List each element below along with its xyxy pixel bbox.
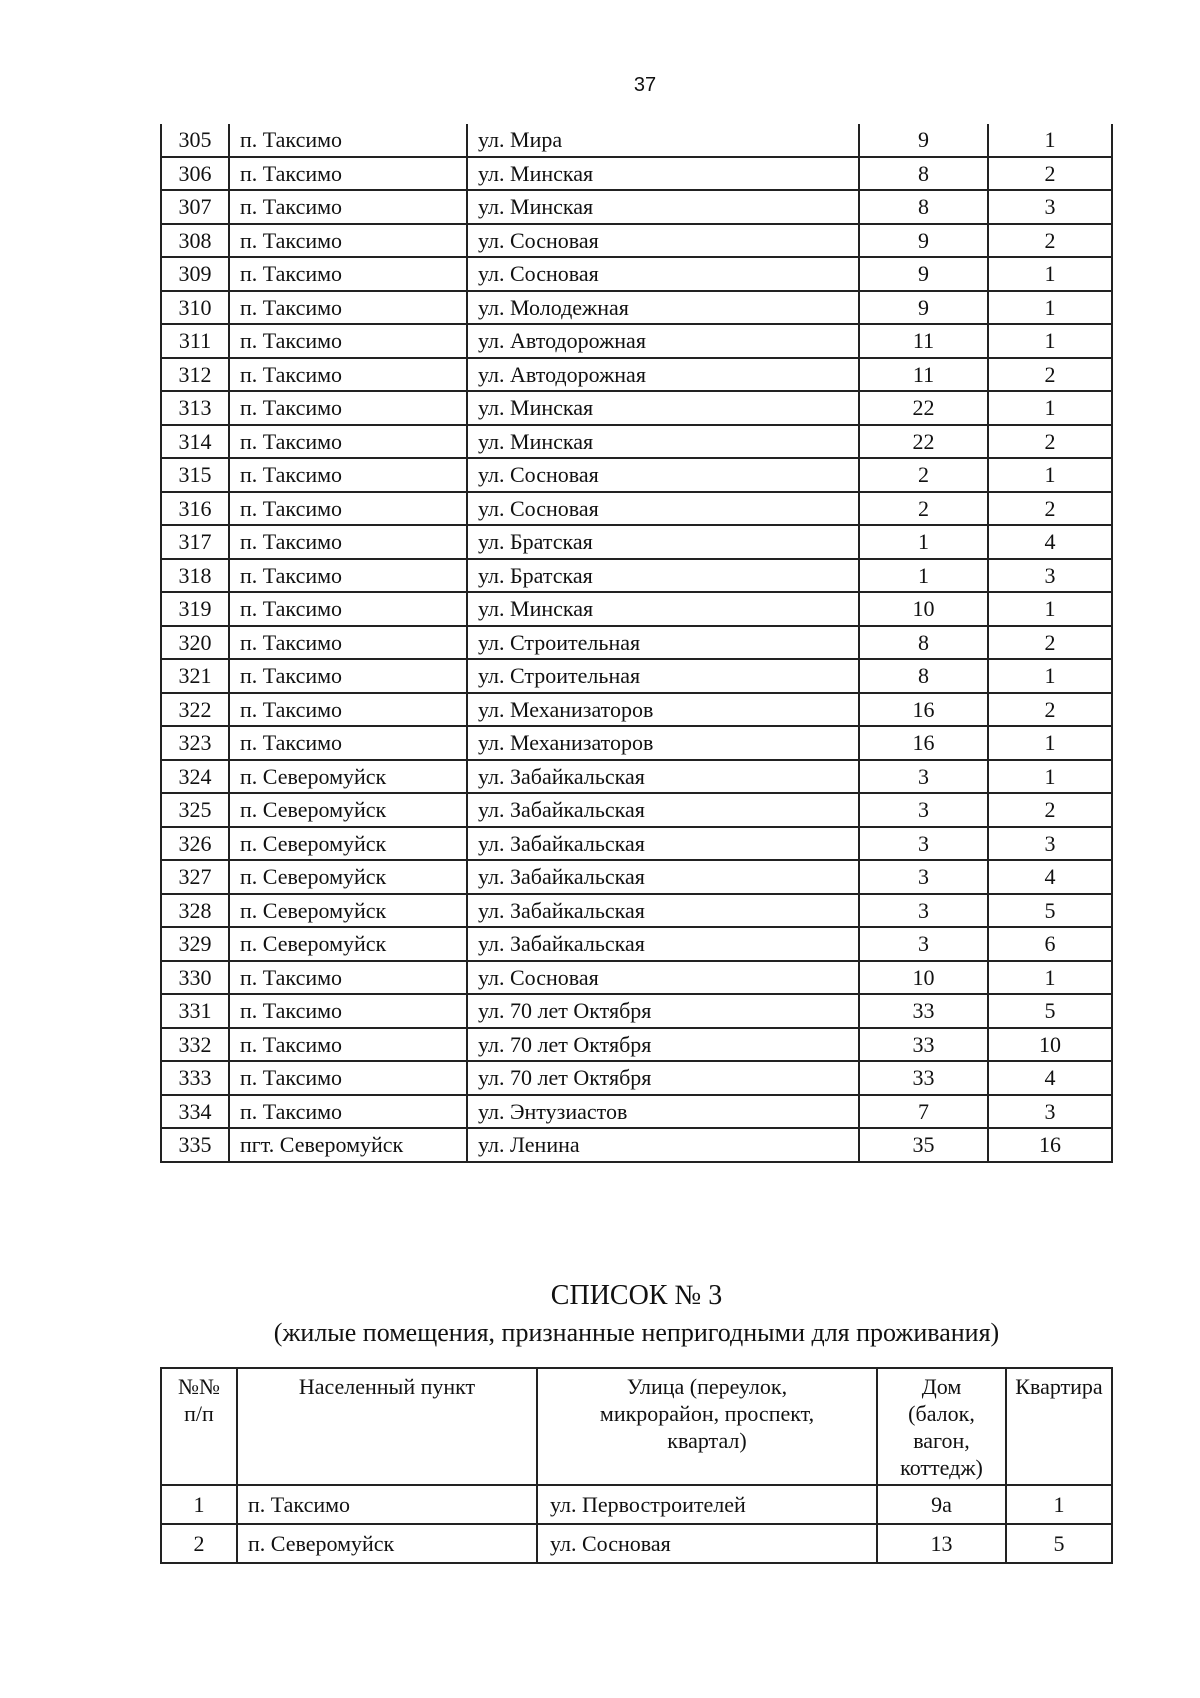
cell-house: 33 — [859, 1061, 988, 1095]
cell-num: 309 — [161, 257, 229, 291]
cell-house: 3 — [859, 760, 988, 794]
cell-num: 333 — [161, 1061, 229, 1095]
header-line: Дом — [921, 1374, 962, 1399]
cell-num: 305 — [161, 124, 229, 157]
cell-street: ул. Минская — [467, 425, 859, 459]
cell-house: 8 — [859, 190, 988, 224]
cell-apartment: 2 — [988, 492, 1112, 526]
cell-apartment: 2 — [988, 425, 1112, 459]
cell-apartment: 2 — [988, 358, 1112, 392]
header-line: квартал) — [667, 1428, 747, 1453]
table-row — [161, 659, 1112, 693]
table-row — [161, 894, 1112, 928]
table-row — [161, 592, 1112, 626]
table-row — [161, 525, 1112, 559]
cell-house: 9 — [859, 291, 988, 325]
table-row — [161, 124, 1112, 157]
cell-apartment: 2 — [988, 693, 1112, 727]
cell-num: 2 — [161, 1524, 237, 1563]
cell-locality: п. Таксимо — [229, 492, 467, 526]
cell-apartment: 1 — [988, 291, 1112, 325]
cell-house: 35 — [859, 1128, 988, 1162]
cell-house: 22 — [859, 425, 988, 459]
cell-num: 307 — [161, 190, 229, 224]
list3-table — [160, 1367, 1113, 1564]
cell-house: 22 — [859, 391, 988, 425]
cell-apartment: 1 — [988, 760, 1112, 794]
cell-locality: п. Северомуйск — [229, 894, 467, 928]
cell-num: 306 — [161, 157, 229, 191]
table-row — [161, 860, 1112, 894]
cell-apartment: 2 — [988, 626, 1112, 660]
cell-street: ул. Забайкальская — [467, 827, 859, 861]
cell-apartment: 5 — [1006, 1524, 1112, 1563]
cell-apartment: 1 — [988, 726, 1112, 760]
cell-street: ул. Забайкальская — [467, 894, 859, 928]
cell-street: ул. Строительная — [467, 626, 859, 660]
cell-street: ул. 70 лет Октября — [467, 994, 859, 1028]
header-street — [537, 1368, 877, 1485]
cell-apartment: 1 — [1006, 1485, 1112, 1524]
cell-street: ул. Первостроителей — [537, 1485, 877, 1524]
table-row — [161, 559, 1112, 593]
table-row — [161, 425, 1112, 459]
cell-house: 8 — [859, 157, 988, 191]
cell-apartment: 1 — [988, 659, 1112, 693]
cell-street: ул. Минская — [467, 391, 859, 425]
cell-num: 313 — [161, 391, 229, 425]
cell-street: ул. Забайкальская — [467, 760, 859, 794]
table-row — [161, 458, 1112, 492]
cell-apartment: 4 — [988, 860, 1112, 894]
cell-house: 8 — [859, 626, 988, 660]
table-row — [161, 793, 1112, 827]
cell-house: 13 — [877, 1524, 1006, 1563]
cell-apartment: 1 — [988, 124, 1112, 157]
cell-locality: п. Таксимо — [229, 1095, 467, 1129]
cell-locality: п. Северомуйск — [229, 793, 467, 827]
cell-locality: п. Таксимо — [229, 324, 467, 358]
cell-street: ул. Механизаторов — [467, 726, 859, 760]
header-line: Улица (переулок, — [626, 1374, 788, 1399]
cell-num: 325 — [161, 793, 229, 827]
cell-apartment: 1 — [988, 391, 1112, 425]
cell-locality: п. Таксимо — [237, 1485, 537, 1524]
cell-locality: п. Северомуйск — [229, 860, 467, 894]
cell-locality: п. Северомуйск — [237, 1524, 537, 1563]
cell-house: 16 — [859, 693, 988, 727]
table-row — [161, 1485, 1112, 1524]
cell-apartment: 3 — [988, 1095, 1112, 1129]
cell-street: ул. Строительная — [467, 659, 859, 693]
cell-locality: п. Таксимо — [229, 224, 467, 258]
header-line: коттедж) — [900, 1455, 983, 1480]
cell-locality: п. Таксимо — [229, 626, 467, 660]
cell-street: ул. Сосновая — [537, 1524, 877, 1563]
table-row — [161, 492, 1112, 526]
cell-locality: п. Северомуйск — [229, 760, 467, 794]
cell-house: 33 — [859, 1028, 988, 1062]
cell-num: 331 — [161, 994, 229, 1028]
cell-locality: п. Таксимо — [229, 961, 467, 995]
cell-street: ул. Сосновая — [467, 492, 859, 526]
cell-locality: п. Таксимо — [229, 391, 467, 425]
cell-num: 322 — [161, 693, 229, 727]
cell-locality: п. Таксимо — [229, 1061, 467, 1095]
cell-street: ул. Минская — [467, 592, 859, 626]
cell-apartment: 1 — [988, 458, 1112, 492]
header-house — [877, 1368, 1006, 1485]
housing-table-continued — [160, 124, 1113, 1163]
table-row — [161, 1095, 1112, 1129]
table-row — [161, 324, 1112, 358]
cell-apartment: 4 — [988, 525, 1112, 559]
cell-num: 328 — [161, 894, 229, 928]
cell-street: ул. Братская — [467, 559, 859, 593]
cell-street: ул. Механизаторов — [467, 693, 859, 727]
cell-num: 334 — [161, 1095, 229, 1129]
list-subtitle: (жилые помещения, признанные непригодными для проживания) — [273, 1318, 1000, 1347]
table-row — [161, 961, 1112, 995]
cell-num: 319 — [161, 592, 229, 626]
cell-locality: п. Таксимо — [229, 726, 467, 760]
cell-house: 3 — [859, 860, 988, 894]
page-number: 37 — [633, 74, 657, 96]
housing-table-body — [161, 124, 1112, 1162]
cell-num: 308 — [161, 224, 229, 258]
cell-num: 323 — [161, 726, 229, 760]
cell-num: 320 — [161, 626, 229, 660]
table-row — [161, 391, 1112, 425]
table-row — [161, 927, 1112, 961]
cell-locality: п. Таксимо — [229, 592, 467, 626]
cell-street: ул. Энтузиастов — [467, 1095, 859, 1129]
table-row — [161, 994, 1112, 1028]
cell-apartment: 1 — [988, 961, 1112, 995]
header-row — [161, 1368, 1112, 1485]
cell-num: 335 — [161, 1128, 229, 1162]
header-apartment — [1006, 1368, 1112, 1485]
cell-apartment: 2 — [988, 793, 1112, 827]
header-num — [161, 1368, 237, 1485]
cell-street: ул. Братская — [467, 525, 859, 559]
cell-num: 332 — [161, 1028, 229, 1062]
cell-apartment: 1 — [988, 257, 1112, 291]
cell-street: ул. 70 лет Октября — [467, 1061, 859, 1095]
cell-num: 316 — [161, 492, 229, 526]
table-row — [161, 157, 1112, 191]
table-row — [161, 257, 1112, 291]
table-row — [161, 693, 1112, 727]
cell-apartment: 2 — [988, 157, 1112, 191]
cell-locality: п. Таксимо — [229, 693, 467, 727]
cell-house: 1 — [859, 525, 988, 559]
cell-locality: п. Таксимо — [229, 458, 467, 492]
cell-house: 10 — [859, 592, 988, 626]
cell-apartment: 4 — [988, 1061, 1112, 1095]
cell-house: 1 — [859, 559, 988, 593]
cell-num: 318 — [161, 559, 229, 593]
cell-locality: п. Таксимо — [229, 1028, 467, 1062]
cell-street: ул. Сосновая — [467, 458, 859, 492]
cell-house: 3 — [859, 793, 988, 827]
table-row — [161, 190, 1112, 224]
header-line: Квартира — [1015, 1374, 1103, 1399]
cell-house: 9 — [859, 224, 988, 258]
cell-num: 310 — [161, 291, 229, 325]
cell-house: 7 — [859, 1095, 988, 1129]
cell-apartment: 5 — [988, 894, 1112, 928]
header-line: Населенный пункт — [298, 1374, 476, 1399]
table-row — [161, 358, 1112, 392]
cell-num: 1 — [161, 1485, 237, 1524]
list3-table-body — [161, 1485, 1112, 1563]
list3-table-header — [161, 1368, 1112, 1485]
cell-num: 329 — [161, 927, 229, 961]
cell-locality: п. Таксимо — [229, 157, 467, 191]
cell-num: 317 — [161, 525, 229, 559]
cell-street: ул. Сосновая — [467, 257, 859, 291]
cell-street: ул. Забайкальская — [467, 927, 859, 961]
table-row — [161, 726, 1112, 760]
cell-locality: п. Северомуйск — [229, 927, 467, 961]
header-line: (балок, — [908, 1401, 975, 1426]
cell-street: ул. Автодорожная — [467, 324, 859, 358]
table-row — [161, 1524, 1112, 1563]
cell-num: 327 — [161, 860, 229, 894]
cell-apartment: 3 — [988, 190, 1112, 224]
table-row — [161, 827, 1112, 861]
cell-house: 33 — [859, 994, 988, 1028]
cell-street: ул. Молодежная — [467, 291, 859, 325]
cell-street: ул. Сосновая — [467, 961, 859, 995]
header-line: п/п — [184, 1401, 214, 1426]
header-line: микрорайон, проспект, — [599, 1401, 815, 1426]
cell-num: 330 — [161, 961, 229, 995]
cell-apartment: 1 — [988, 324, 1112, 358]
cell-house: 3 — [859, 927, 988, 961]
cell-house: 3 — [859, 827, 988, 861]
header-line: №№ — [178, 1374, 220, 1399]
cell-street: ул. Ленина — [467, 1128, 859, 1162]
table-row — [161, 1061, 1112, 1095]
cell-house: 11 — [859, 358, 988, 392]
cell-apartment: 3 — [988, 559, 1112, 593]
cell-locality: п. Таксимо — [229, 525, 467, 559]
header-line: вагон, — [913, 1428, 970, 1453]
header-locality — [237, 1368, 537, 1485]
cell-locality: п. Таксимо — [229, 994, 467, 1028]
cell-locality: п. Таксимо — [229, 425, 467, 459]
cell-locality: пгт. Северомуйск — [229, 1128, 467, 1162]
cell-street: ул. Мира — [467, 124, 859, 157]
cell-street: ул. 70 лет Октября — [467, 1028, 859, 1062]
cell-apartment: 16 — [988, 1128, 1112, 1162]
table-row — [161, 626, 1112, 660]
cell-street: ул. Сосновая — [467, 224, 859, 258]
cell-street: ул. Минская — [467, 157, 859, 191]
table-row — [161, 1028, 1112, 1062]
cell-num: 311 — [161, 324, 229, 358]
cell-locality: п. Таксимо — [229, 358, 467, 392]
cell-apartment: 1 — [988, 592, 1112, 626]
cell-house: 9 — [859, 124, 988, 157]
cell-apartment: 3 — [988, 827, 1112, 861]
cell-street: ул. Автодорожная — [467, 358, 859, 392]
cell-house: 16 — [859, 726, 988, 760]
cell-num: 312 — [161, 358, 229, 392]
cell-locality: п. Таксимо — [229, 291, 467, 325]
cell-house: 2 — [859, 492, 988, 526]
cell-house: 10 — [859, 961, 988, 995]
cell-house: 9 — [859, 257, 988, 291]
table-row — [161, 1128, 1112, 1162]
cell-apartment: 10 — [988, 1028, 1112, 1062]
cell-num: 315 — [161, 458, 229, 492]
cell-locality: п. Таксимо — [229, 659, 467, 693]
cell-apartment: 2 — [988, 224, 1112, 258]
cell-house: 8 — [859, 659, 988, 693]
cell-locality: п. Таксимо — [229, 559, 467, 593]
cell-num: 321 — [161, 659, 229, 693]
cell-num: 324 — [161, 760, 229, 794]
cell-num: 326 — [161, 827, 229, 861]
cell-house: 11 — [859, 324, 988, 358]
cell-num: 314 — [161, 425, 229, 459]
cell-locality: п. Таксимо — [229, 257, 467, 291]
cell-house: 2 — [859, 458, 988, 492]
cell-locality: п. Северомуйск — [229, 827, 467, 861]
cell-house: 3 — [859, 894, 988, 928]
cell-street: ул. Забайкальская — [467, 860, 859, 894]
list-title: СПИСОК № 3 — [550, 1280, 723, 1311]
cell-street: ул. Забайкальская — [467, 793, 859, 827]
cell-street: ул. Минская — [467, 190, 859, 224]
cell-locality: п. Таксимо — [229, 190, 467, 224]
cell-house: 9а — [877, 1485, 1006, 1524]
cell-apartment: 6 — [988, 927, 1112, 961]
cell-apartment: 5 — [988, 994, 1112, 1028]
table-row — [161, 760, 1112, 794]
table-row — [161, 224, 1112, 258]
cell-locality: п. Таксимо — [229, 124, 467, 157]
table-row — [161, 291, 1112, 325]
